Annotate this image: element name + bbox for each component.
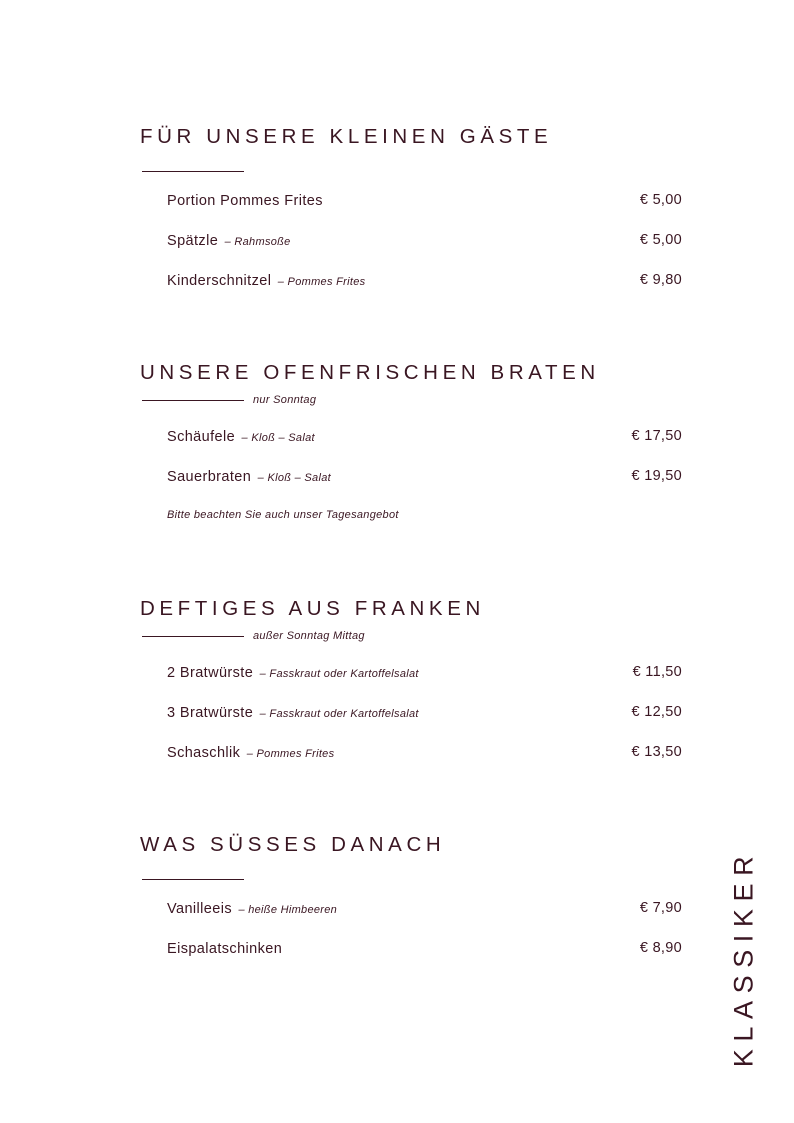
item-name: Eispalatschinken bbox=[167, 941, 283, 957]
section-title: UNSERE OFENFRISCHEN BRATEN bbox=[140, 361, 600, 384]
divider-line bbox=[142, 636, 244, 637]
section-title: DEFTIGES AUS FRANKEN bbox=[140, 597, 485, 620]
item-name: 3 Bratwürste bbox=[167, 705, 254, 721]
divider-line bbox=[142, 171, 244, 172]
item-name: Spätzle bbox=[167, 233, 219, 249]
section-kids bbox=[140, 124, 700, 289]
item-name: Portion Pommes Frites bbox=[167, 193, 323, 209]
item-description: – Pommes Frites bbox=[277, 276, 366, 288]
item-name: Vanilleeis bbox=[167, 901, 232, 917]
section-divider bbox=[140, 158, 700, 174]
menu-item bbox=[167, 272, 682, 292]
divider-line bbox=[142, 879, 244, 880]
menu-item bbox=[167, 744, 682, 764]
side-category-label: KLASSIKER bbox=[728, 848, 759, 1068]
section-note: Bitte beachten Sie auch unser Tagesangebot bbox=[167, 509, 399, 521]
menu-item bbox=[167, 192, 682, 212]
item-description: – Rahmsoße bbox=[224, 236, 291, 248]
item-price: € 17,50 bbox=[631, 428, 682, 444]
menu-item bbox=[167, 940, 682, 960]
section-subtitle: außer Sonntag Mittag bbox=[253, 630, 365, 642]
item-price: € 19,50 bbox=[631, 468, 682, 484]
menu-item bbox=[167, 664, 682, 684]
item-description: – Pommes Frites bbox=[246, 748, 335, 760]
section-title: WAS SÜSSES DANACH bbox=[140, 833, 446, 856]
item-description: – Fasskraut oder Kartoffelsalat bbox=[259, 668, 419, 680]
section-divider bbox=[140, 630, 700, 646]
item-price: € 11,50 bbox=[632, 664, 682, 680]
menu-item bbox=[167, 900, 682, 920]
section-title: FÜR UNSERE KLEINEN GÄSTE bbox=[140, 125, 553, 148]
item-description: – Kloß – Salat bbox=[257, 472, 331, 484]
section-roasts bbox=[140, 360, 700, 521]
item-name: Sauerbraten bbox=[167, 469, 252, 485]
menu-item bbox=[167, 468, 682, 488]
item-price: € 5,00 bbox=[639, 192, 682, 208]
item-price: € 8,90 bbox=[639, 940, 682, 956]
menu-item bbox=[167, 704, 682, 724]
item-description: – Kloß – Salat bbox=[241, 432, 315, 444]
item-price: € 9,80 bbox=[639, 272, 682, 288]
section-franconian bbox=[140, 596, 700, 761]
menu-item bbox=[167, 232, 682, 252]
item-price: € 13,50 bbox=[631, 744, 682, 760]
section-subtitle: nur Sonntag bbox=[253, 394, 317, 406]
item-name: 2 Bratwürste bbox=[167, 665, 254, 681]
item-price: € 5,00 bbox=[639, 232, 682, 248]
item-name: Schaschlik bbox=[167, 745, 241, 761]
section-desserts bbox=[140, 832, 700, 957]
divider-line bbox=[142, 400, 244, 401]
menu-item bbox=[167, 428, 682, 448]
section-divider bbox=[140, 394, 700, 410]
item-description: – heiße Himbeeren bbox=[238, 904, 338, 916]
item-price: € 7,90 bbox=[639, 900, 682, 916]
item-description: – Fasskraut oder Kartoffelsalat bbox=[259, 708, 419, 720]
item-name: Kinderschnitzel bbox=[167, 273, 272, 289]
item-name: Schäufele bbox=[167, 429, 236, 445]
item-price: € 12,50 bbox=[631, 704, 682, 720]
section-divider bbox=[140, 866, 700, 882]
